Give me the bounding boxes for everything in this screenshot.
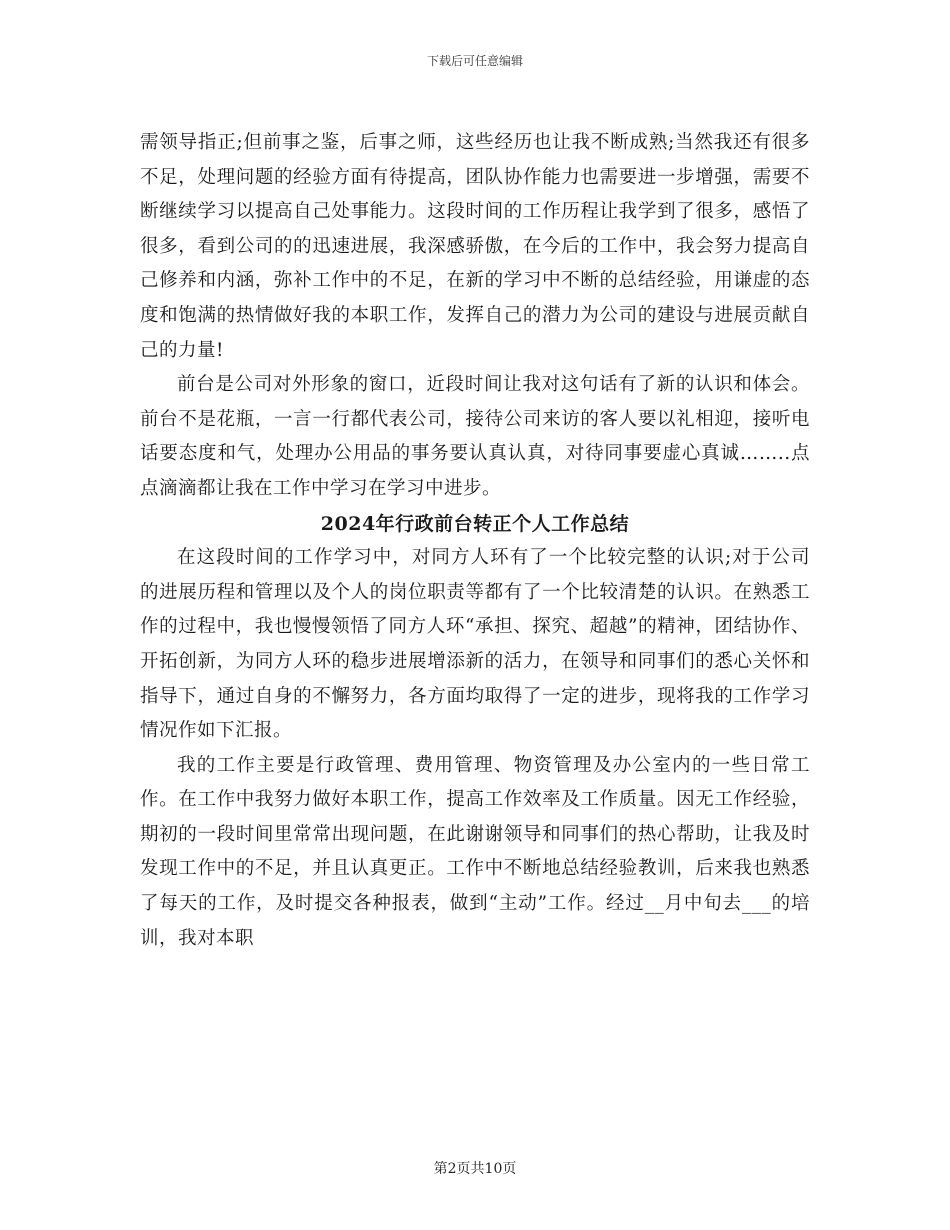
paragraph-front-desk: 前台是公司对外形象的窗口，近段时间让我对这句话有了新的认识和体会。前台不是花瓶，一言一行都代表公司，接待公司来访的客人要以礼相迎，接听电话要态度和气，处理办公用品的事务要认真认真，对待同事要虚心真诚……..点点滴滴都让我在工作中学习在学习中进步。 [140,374,810,499]
paragraph-intro: 在这段时间的工作学习中，对同方人环有了一个比较完整的认识;对于公司的进展历程和管理以及个人的岗位职责等都有了一个比较清楚的认识。在熟悉工作的过程中，我也慢慢领悟了同方人环“承担、探究、超越”的精神，团结协作、开拓创新，为同方人环的稳步进展增添新的活力，在领导和同事们的悉心关怀和指导下，通过自身的不懈努力，各方面均取得了一定的进步，现将我的工作学习情况作如下汇报。 [140,547,810,742]
paragraph-duties: 我的工作主要是行政管理、费用管理、物资管理及办公室内的一些日常工作。在工作中我努力做好本职工作，提高工作效率及工作质量。因无工作经验，期初的一段时间里常常出现问题，在此谢谢领导和同事们的热心帮助，让我及时发现工作中的不足，并且认真更正。工作中不断地总结经验教训，后来我也熟悉了每天的工作，及时提交各种报表，做到“主动”工作。经过__月中旬去___的培训，我对本职 [140,754,810,949]
document-body [140,126,810,956]
section-title: 2024年行政前台转正个人工作总结 [320,512,630,535]
paragraph-continued: 需领导指正;但前事之鉴，后事之师，这些经历也让我不断成熟;当然我还有很多不足，处理问题的经验方面有待提高，团队协作能力也需要进一步增强，需要不断继续学习以提高自己处事能力。这段时间的工作历程让我学到了很多，感悟了很多，看到公司的的迅速进展，我深感骄傲，在今后的工作中，我会努力提高自己修养和内涵，弥补工作中的不足，在新的学习中不断的总结经验，用谦虚的态度和饱满的热情做好我的本职工作，发挥自己的潜力为公司的建设与进展贡献自己的力量! [140,132,810,361]
page-header: 下载后可任意编辑 [426,54,523,68]
page-number: 第2页共10页 [433,1161,517,1177]
